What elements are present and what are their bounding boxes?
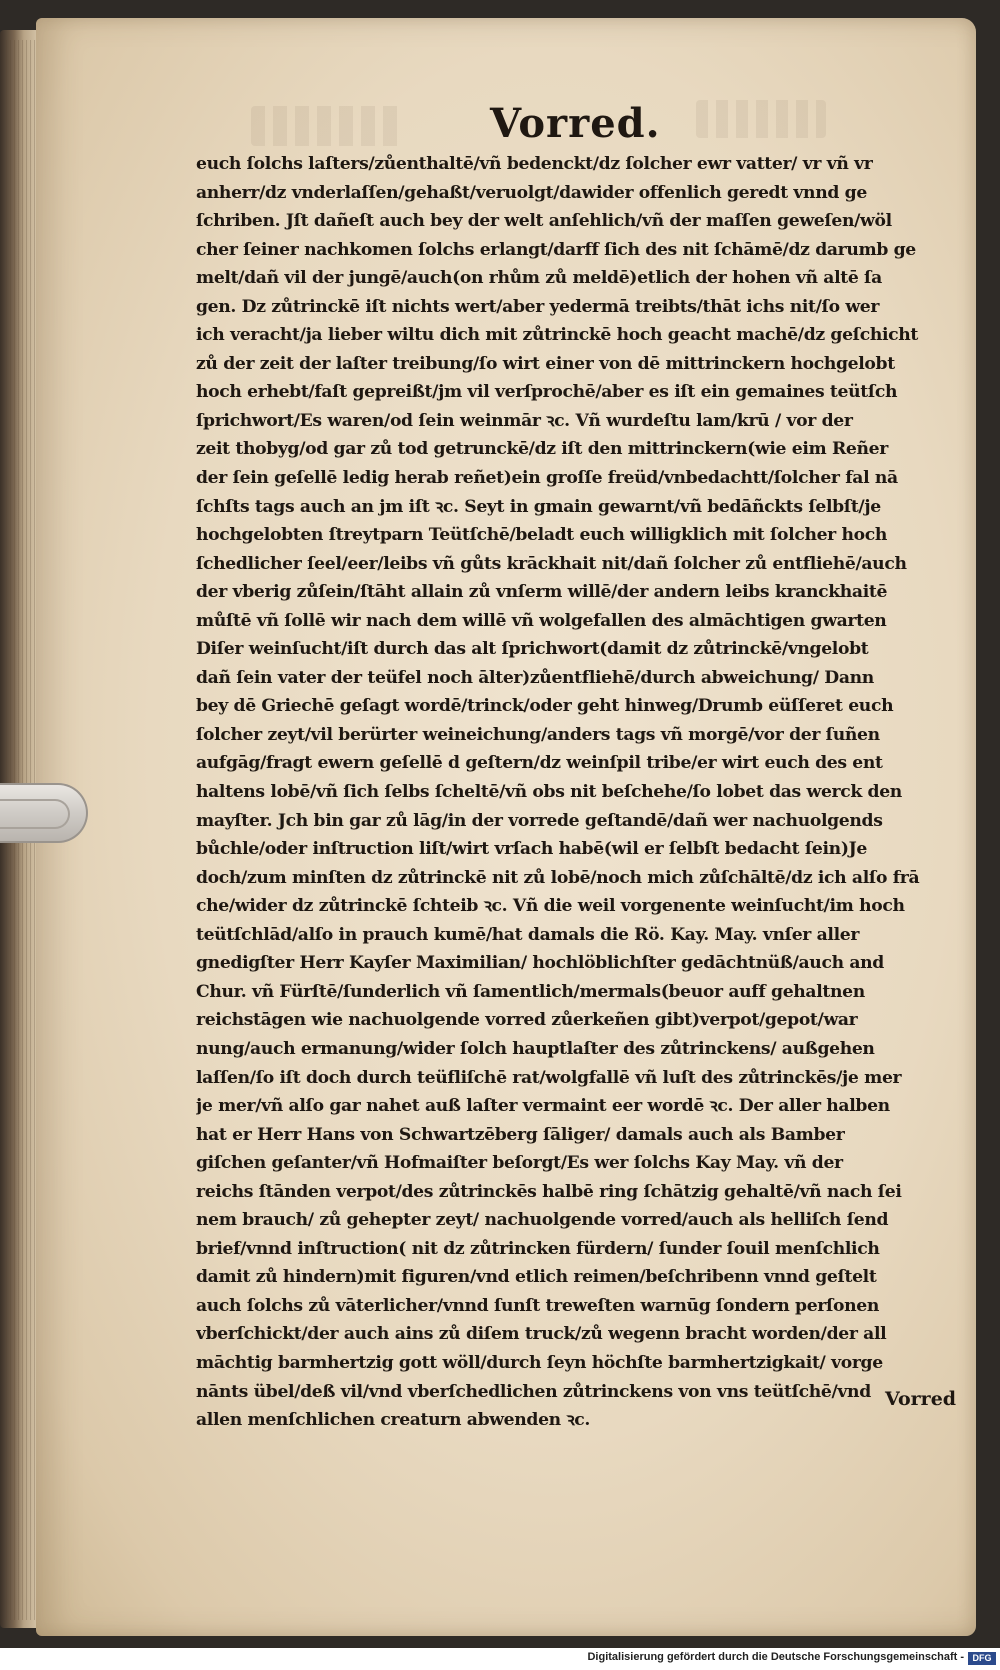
text-line: auch ſolchs zů vāterlicher/vnnd ſunſt treweſten warnūg ſondern perſonen bbox=[196, 1295, 880, 1316]
text-line: teütſchlād/alſo in prauch kumē/hat damals die Rö. Kay. May. vnſer aller bbox=[196, 924, 860, 945]
text-line: hat er Herr Hans von Schwartzēberg ſāliger/ damals auch als Bamber bbox=[196, 1124, 845, 1145]
text-line: ſprichwort/Es waren/od ſein weinmār ꝛc. Vñ wurdeſtu lam/krū / vor der bbox=[196, 410, 853, 431]
text-line: bey dē Griechē geſagt wordē/trinck/oder geht hinweg/Drumb eüſſeret euch bbox=[196, 696, 894, 717]
text-line: ich veracht/ja lieber wiltu dich mit zůtrinckē hoch geacht machē/dz geſchicht bbox=[196, 325, 918, 346]
text-line: reichstāgen wie nachuolgende vorred zůerkeñen gibt)verpot/gepot/war bbox=[196, 1010, 858, 1031]
text-line: allen menſchlichen creaturn abwenden ꝛc. bbox=[196, 1410, 590, 1431]
text-line: ſchriben. Jſt dañeſt auch bey der welt anſehlich/vñ der maſſen geweſen/wöl bbox=[196, 211, 892, 232]
text-line: brief/vnnd inſtruction( nit dz zůtrincken fürdern/ ſunder ſouil menſchlich bbox=[196, 1238, 880, 1259]
text-line: melt/dañ vil der jungē/auch(on rhům zů meldē)etlich der hohen vñ altē ſa bbox=[196, 268, 882, 289]
catchword: Vorred bbox=[885, 1388, 957, 1410]
text-line: hoch erhebt/faſt gepreißt/jm vil verſprochē/aber es iſt ein gemaines teütſch bbox=[196, 382, 898, 403]
text-line: nung/auch ermanung/wider ſolch hauptlaſter des zůtrinckens/ außgehen bbox=[196, 1038, 875, 1059]
text-line: Diſer weinſucht/iſt durch das alt ſprichwort(damit dz zůtrinckē/vngelobt bbox=[196, 639, 869, 660]
text-line: che/wider dz zůtrinckē ſchteib ꝛc. Vñ die weil vorgenente weinſucht/im hoch bbox=[196, 896, 905, 917]
text-line: der vberig zůſein/ſtāht allain zů vnſerm willē/der andern leibs kranckhaitē bbox=[196, 582, 888, 603]
footer-credit: Digitalisierung gefördert durch die Deutsche Forschungsgemeinschaft - bbox=[587, 1651, 964, 1663]
text-line: nem brauch/ zů gehepter zeyt/ nachuolgende vorred/auch als helliſch ſend bbox=[196, 1210, 889, 1231]
text-line: gnedigſter Herr Kayſer Maximilian/ hochlöblichſter gedāchtnüß/auch and bbox=[196, 953, 884, 974]
text-line: zů der zeit der laſter treibung/ſo wirt einer von dē mittrinckern hochgelobt bbox=[196, 353, 895, 374]
bleed-through-ghost bbox=[696, 100, 826, 138]
footer-bar bbox=[0, 1648, 1000, 1670]
text-line: bůchle/oder inſtruction liſt/wirt vrſach habē(wil er ſelbſt bedacht ſein)Je bbox=[196, 839, 867, 860]
dfg-logo: DFG bbox=[968, 1652, 996, 1665]
text-line: můſtē vñ ſollē wir nach dem willē vñ wolgefallen des almāchtigen gwarten bbox=[196, 610, 887, 631]
paper-clip-loop bbox=[0, 799, 70, 829]
text-line: mayſter. Jch bin gar zů lāg/in der vorrede geſtandē/dañ wer nachuolgends bbox=[196, 810, 883, 831]
text-line: laſſen/ſo iſt doch durch teüfliſchē rat/wolgfallē vñ luſt des zůtrinckēs/je mer bbox=[196, 1067, 902, 1088]
text-line: euch ſolchs laſters/zůenthaltē/vñ bedenckt/dz ſolcher ewr vatter/ vr vñ vr bbox=[196, 154, 873, 174]
text-line: māchtig barmhertzig gott wöll/durch ſeyn höchſte barmhertzigkait/ vorge bbox=[196, 1352, 883, 1373]
text-line: damit zů hindern)mit figuren/vnd etlich reimen/beſchribenn vnnd geſtelt bbox=[196, 1267, 877, 1288]
text-line: ſolcher zeyt/vil berürter weineichung/anders tags vñ morgē/vor der ſuñen bbox=[196, 724, 880, 745]
text-line: doch/zum minſten dz zůtrinckē nit zů lobē/noch mich zůſchāltē/dz ich alſo frā bbox=[196, 867, 920, 888]
text-line: vberſchickt/der auch ains zů diſem truck/zů wegenn bracht worden/der all bbox=[196, 1324, 887, 1345]
bleed-through-ghost bbox=[251, 106, 401, 146]
text-line: je mer/vñ alſo gar nahet auß laſter vermaint eer wordē ꝛc. Der aller halben bbox=[196, 1096, 890, 1117]
paper-clip-icon bbox=[0, 783, 88, 843]
text-line: gen. Dz zůtrinckē iſt nichts wert/aber yedermā treibts/thāt ichs nit/ſo wer bbox=[196, 296, 880, 317]
text-line: anherr/dz vnderlaſſen/gehaßt/veruolgt/dawider offenlich geredt vnnd ge bbox=[196, 182, 867, 203]
text-line: reichs ſtānden verpot/des zůtrinckēs halbē ring ſchātzig gehaltē/vñ nach ſei bbox=[196, 1181, 902, 1202]
text-line: nānts übel/deß vil/vnd vberſchedlichen zůtrinckens von vns teütſchē/vnd bbox=[196, 1381, 871, 1402]
text-line: ſchedlicher ſeel/eer/leibs vñ gůts krāckhait nit/dañ ſolcher zů entfliehē/auch bbox=[196, 553, 907, 574]
text-line: aufgāg/fragt ewern geſellē d geſtern/dz weinſpil tribe/er wirt euch des ent bbox=[196, 753, 883, 774]
body-text bbox=[196, 150, 976, 1435]
text-line: giſchen geſanter/vñ Hofmaiſter beſorgt/Es wer ſolchs Kay May. vñ der bbox=[196, 1153, 843, 1174]
text-line: dañ ſein vater der teüfel noch ālter)zůentfliehē/durch abweichung/ Dann bbox=[196, 667, 874, 688]
text-line: Chur. vñ Fürſtē/ſunderlich vñ ſamentlich/mermals(beuor auff gehaltnen bbox=[196, 981, 865, 1002]
text-line: cher ſeiner nachkomen ſolchs erlangt/darff ſich des nit ſchāmē/dz darumb ge bbox=[196, 239, 916, 260]
text-line: haltens lobē/vñ ſich ſelbs ſcheltē/vñ obs nit beſchehe/ſo lobet das werck den bbox=[196, 782, 902, 803]
text-line: zeit thobyg/od gar zů tod getrunckē/dz iſt den mittrinckern(wie eim Reñer bbox=[196, 439, 888, 460]
text-line: der ſein geſellē ledig herab reñet)ein groſſe freüd/vnbedachtt/ſolcher fal nā bbox=[196, 468, 898, 489]
text-line: ſchſts tags auch an jm iſt ꝛc. Seyt in gmain gewarnt/vñ bedāñckts ſelbſt/je bbox=[196, 496, 881, 517]
text-line: hochgelobten ſtreytparn Teütſchē/beladt euch willigklich mit ſolcher hoch bbox=[196, 525, 888, 546]
page-heading: Vorred. bbox=[490, 100, 661, 147]
